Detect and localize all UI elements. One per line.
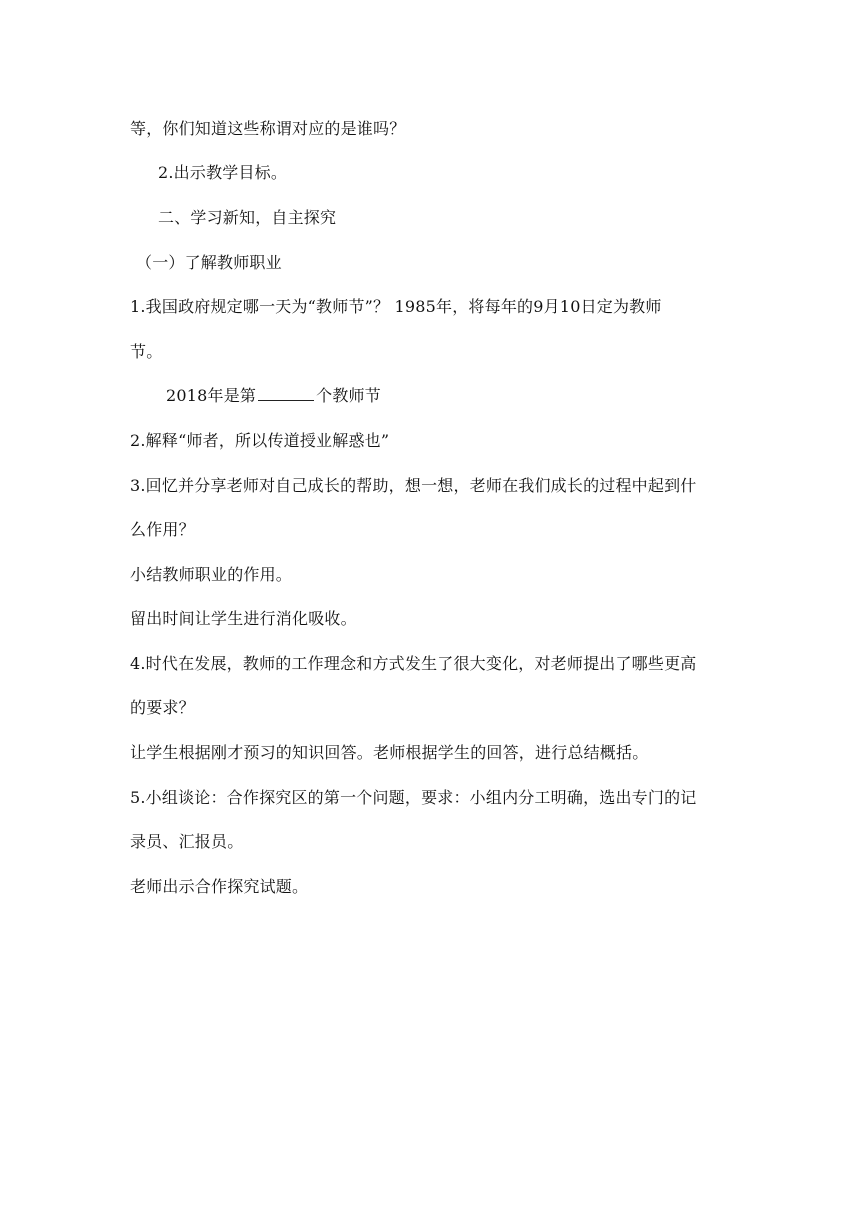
teaching-goal-line: 2.出示教学目标。 xyxy=(158,163,288,182)
question-5-line: 5.小组谈论：合作探究区的第一个问题，要求：小组内分工明确，选出专门的记 xyxy=(130,788,697,807)
subsection-heading: （一）了解教师职业 xyxy=(136,253,282,272)
fill-blank xyxy=(258,386,314,401)
closing-line: 老师出示合作探究试题。 xyxy=(130,877,309,896)
question-1-line: 1.我国政府规定哪一天为“教师节”？ 1985年，将每年的9月10日定为教师 xyxy=(130,297,662,316)
answer-line: 让学生根据刚才预习的知识回答。老师根据学生的回答，进行总结概括。 xyxy=(130,743,649,762)
question-3-continuation: 么作用？ xyxy=(130,520,195,539)
fill-blank-suffix: 个教师节 xyxy=(316,386,381,405)
summary-line: 小结教师职业的作用。 xyxy=(130,565,293,584)
question-4-line: 4.时代在发展，教师的工作理念和方式发生了很大变化，对老师提出了哪些更高 xyxy=(130,654,697,673)
question-4-continuation: 的要求？ xyxy=(130,698,195,717)
question-5-continuation: 录员、汇报员。 xyxy=(130,832,244,851)
fill-blank-prefix: 2018年是第 xyxy=(166,386,257,405)
question-3-line: 3.回忆并分享老师对自己成长的帮助，想一想，老师在我们成长的过程中起到什 xyxy=(130,476,697,495)
paragraph-line: 等，你们知道这些称谓对应的是谁吗？ xyxy=(130,119,406,138)
section-heading: 二、学习新知，自主探究 xyxy=(158,208,337,227)
fill-blank-line xyxy=(166,385,381,407)
question-1-continuation: 节。 xyxy=(130,342,163,361)
digest-line: 留出时间让学生进行消化吸收。 xyxy=(130,609,357,628)
question-2-line: 2.解释“师者，所以传道授业解惑也” xyxy=(130,431,390,450)
